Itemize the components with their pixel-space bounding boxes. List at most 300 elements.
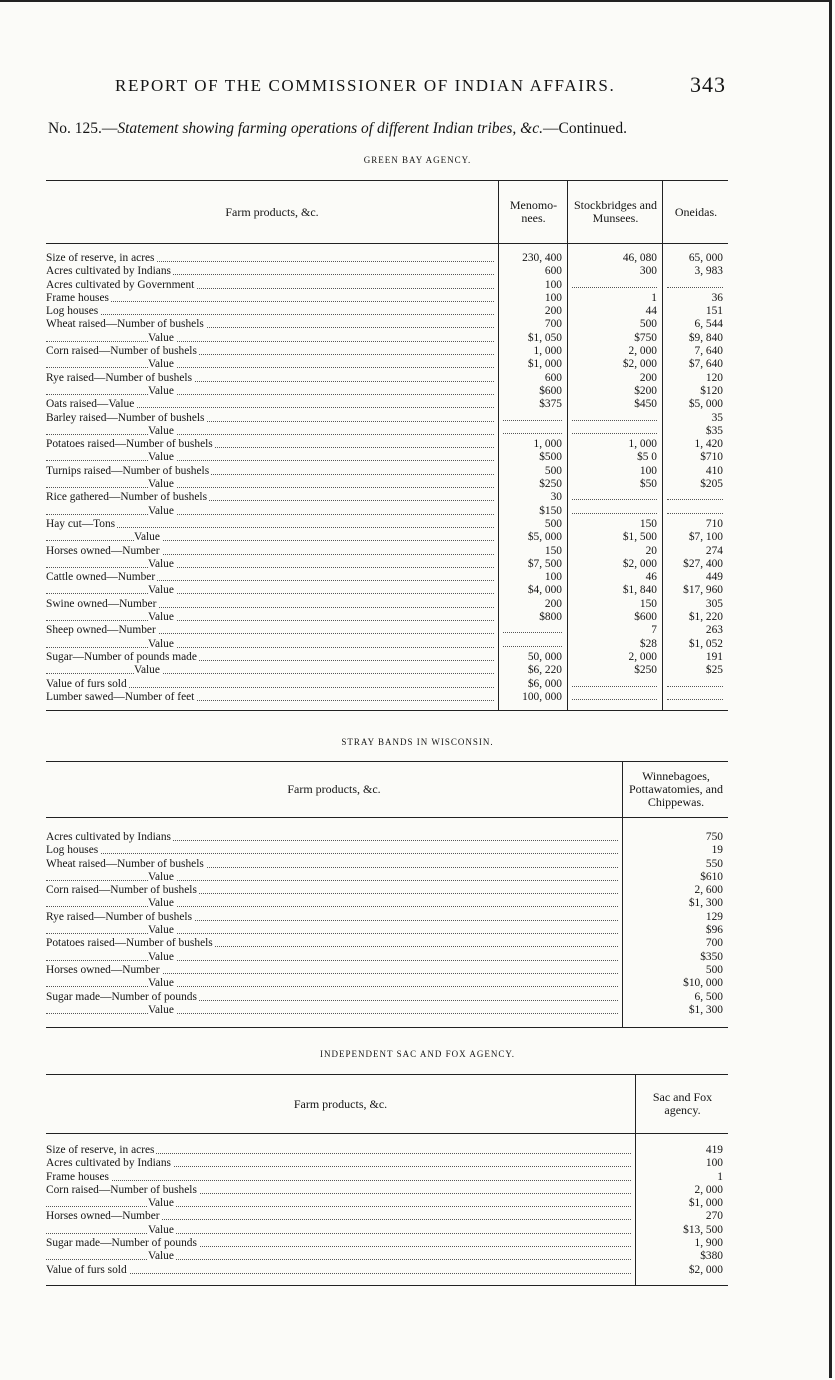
leader-dots xyxy=(46,1180,631,1181)
table-row xyxy=(46,584,728,597)
cell-value xyxy=(572,412,657,421)
row-label-text: Value xyxy=(148,424,174,437)
cell-value: $1, 300 xyxy=(688,897,723,910)
table-row xyxy=(46,265,728,278)
table-row xyxy=(46,884,728,897)
cell-value: 36 xyxy=(711,291,723,304)
cell-value: 700 xyxy=(544,318,562,331)
row-label xyxy=(46,465,494,478)
table-row xyxy=(46,664,728,677)
cell-value: 600 xyxy=(544,265,562,278)
cell-value: 150 xyxy=(544,544,562,557)
row-label-text: Horses owned—Number xyxy=(46,544,160,557)
table-body xyxy=(46,818,728,1027)
leader-dots xyxy=(46,367,494,368)
table-body xyxy=(46,244,728,710)
table-row xyxy=(46,911,728,924)
table-row xyxy=(46,545,728,558)
leader-dots xyxy=(46,314,494,315)
table-row xyxy=(46,871,728,884)
row-label xyxy=(46,871,618,884)
row-label-text: Value xyxy=(148,478,174,491)
cell-value: 230, 400 xyxy=(522,252,562,264)
row-label xyxy=(46,584,494,597)
cell-value xyxy=(572,505,657,514)
row-label-text: Rye raised—Number of bushels xyxy=(46,371,193,384)
statement-title xyxy=(48,120,748,138)
cell-value: 263 xyxy=(705,624,723,637)
row-label-text: Barley raised—Number of bushels xyxy=(46,411,205,424)
table-row xyxy=(46,412,728,425)
row-label xyxy=(46,844,618,857)
row-label xyxy=(46,1264,631,1277)
row-label-text: Log houses xyxy=(46,844,99,857)
empty-cell-dots xyxy=(667,699,723,700)
table-row xyxy=(46,1210,728,1223)
row-label-text: Size of reserve, in acres xyxy=(46,1144,155,1156)
row-label-text: Value xyxy=(148,1223,174,1236)
row-label-text: Horses owned—Number xyxy=(46,963,160,976)
row-label-text: Frame houses xyxy=(46,291,109,304)
row-label xyxy=(46,1197,631,1210)
cell-value: $1, 840 xyxy=(622,584,657,597)
table-row xyxy=(46,937,728,950)
row-label xyxy=(46,491,494,504)
table-row xyxy=(46,651,728,664)
leader-dots xyxy=(46,853,618,854)
row-label xyxy=(46,438,494,451)
table-row xyxy=(46,332,728,345)
row-label-text: Corn raised—Number of bushels xyxy=(46,345,197,358)
leader-dots xyxy=(46,1273,631,1274)
row-label-text: Log houses xyxy=(46,305,99,318)
table-row xyxy=(46,279,728,292)
cell-value xyxy=(503,425,562,434)
cell-value: $50 xyxy=(639,478,657,491)
cell-value: $96 xyxy=(705,924,723,937)
table-row xyxy=(46,831,728,844)
cell-value: $1, 000 xyxy=(688,1197,723,1210)
cell-value: 129 xyxy=(705,910,723,923)
cell-value: $380 xyxy=(700,1250,723,1263)
table-row xyxy=(46,372,728,385)
cell-value: $10, 000 xyxy=(683,977,723,990)
table-row xyxy=(46,505,728,518)
table-row xyxy=(46,345,728,358)
column-header-products: Farm products, &c. xyxy=(287,782,381,796)
table-header xyxy=(46,762,728,818)
stray-bands-title: STRAY BANDS IN WISCONSIN. xyxy=(341,737,494,747)
table-row xyxy=(46,358,728,371)
row-label-text: Oats raised—Value xyxy=(46,398,135,411)
cell-value: 1 xyxy=(717,1170,723,1183)
cell-value xyxy=(572,678,657,687)
table-header xyxy=(46,181,728,244)
row-label xyxy=(46,897,618,910)
cell-value: 19 xyxy=(711,844,723,857)
row-label xyxy=(46,858,618,871)
table-header xyxy=(46,1075,728,1134)
table-row xyxy=(46,1171,728,1184)
cell-value: $28 xyxy=(639,637,657,650)
cell-value: $13, 500 xyxy=(683,1223,723,1236)
table-row xyxy=(46,292,728,305)
leader-dots xyxy=(46,1233,631,1234)
row-label-text: Value xyxy=(134,531,160,544)
column-header-menomonees: Menomo-nees. xyxy=(498,181,568,243)
cell-value: 1, 420 xyxy=(694,438,723,451)
row-label-text: Value xyxy=(148,950,174,963)
statement-suffix: —Continued. xyxy=(542,120,627,137)
row-label-text: Rice gathered—Number of bushels xyxy=(46,491,208,504)
leader-dots xyxy=(46,960,618,961)
cell-value: $450 xyxy=(634,398,657,411)
row-label-text: Hay cut—Tons xyxy=(46,517,116,530)
leader-dots xyxy=(46,540,494,541)
cell-value: 100 xyxy=(544,278,562,291)
cell-value: $150 xyxy=(539,504,562,517)
row-label xyxy=(46,937,618,950)
empty-cell-dots xyxy=(572,513,657,514)
row-label xyxy=(46,1004,618,1017)
cell-value: 1, 000 xyxy=(533,345,562,358)
cell-value: $35 xyxy=(705,424,723,437)
column-header-stockbridges: Stockbridges and Munsees. xyxy=(567,181,663,243)
cell-value: 1, 000 xyxy=(533,438,562,451)
cell-value: $600 xyxy=(539,384,562,397)
cell-value: 700 xyxy=(705,937,723,950)
cell-value: $1, 300 xyxy=(688,1003,723,1016)
running-head: REPORT OF THE COMMISSIONER OF INDIAN AFFAIRS. xyxy=(115,76,616,95)
cell-value: $9, 840 xyxy=(688,331,723,344)
row-label-text: Value xyxy=(148,384,174,397)
cell-value: 1, 000 xyxy=(628,438,657,451)
row-label-text: Sheep owned—Number xyxy=(46,624,156,637)
cell-value: $25 xyxy=(705,664,723,677)
cell-value xyxy=(572,691,657,700)
row-label-text: Value xyxy=(148,977,174,990)
row-label-text: Frame houses xyxy=(46,1170,109,1183)
row-label-text: Value xyxy=(148,331,174,344)
cell-value: 6, 500 xyxy=(694,990,723,1003)
row-label xyxy=(46,265,494,278)
cell-value: $200 xyxy=(634,384,657,397)
cell-value: 30 xyxy=(550,491,562,504)
cell-value: 200 xyxy=(639,371,657,384)
row-label-text: Value xyxy=(148,924,174,937)
empty-cell-dots xyxy=(572,499,657,500)
cell-value: $500 xyxy=(539,451,562,464)
row-label xyxy=(46,964,618,977)
cell-value: 200 xyxy=(544,597,562,610)
table-row xyxy=(46,1197,728,1210)
table-row xyxy=(46,465,728,478)
cell-value: 191 xyxy=(705,650,723,663)
row-label-text: Value xyxy=(148,557,174,570)
green-bay-table xyxy=(46,180,728,711)
cell-value: 305 xyxy=(705,597,723,610)
leader-dots xyxy=(46,1206,631,1207)
row-label xyxy=(46,505,494,518)
cell-value: $750 xyxy=(634,331,657,344)
cell-value: 750 xyxy=(705,831,723,843)
row-label xyxy=(46,991,618,1004)
row-label xyxy=(46,1184,631,1197)
empty-cell-dots xyxy=(667,499,723,500)
leader-dots xyxy=(46,933,618,934)
row-label-text: Value xyxy=(148,637,174,650)
empty-cell-dots xyxy=(667,287,723,288)
cell-value: 100, 000 xyxy=(522,690,562,703)
cell-value: $7, 100 xyxy=(688,531,723,544)
green-bay-title: GREEN BAY AGENCY. xyxy=(363,155,472,165)
cell-value: 2, 600 xyxy=(694,884,723,897)
cell-value: 20 xyxy=(645,544,657,557)
table-row xyxy=(46,478,728,491)
cell-value: $1, 500 xyxy=(622,531,657,544)
cell-value: 600 xyxy=(544,371,562,384)
empty-cell-dots xyxy=(503,433,562,434)
cell-value: 270 xyxy=(705,1210,723,1223)
cell-value: 300 xyxy=(639,265,657,278)
table-row xyxy=(46,678,728,691)
row-label-text: Wheat raised—Number of bushels xyxy=(46,318,204,331)
row-label xyxy=(46,611,494,624)
sac-fox-table xyxy=(46,1074,728,1286)
cell-value: 2, 000 xyxy=(628,650,657,663)
cell-value: 550 xyxy=(705,857,723,870)
table-row xyxy=(46,451,728,464)
row-label-text: Sugar—Number of pounds made xyxy=(46,650,197,663)
cell-value xyxy=(667,491,723,500)
row-label xyxy=(46,1224,631,1237)
cell-value: $2, 000 xyxy=(622,358,657,371)
row-label-text: Swine owned—Number xyxy=(46,597,157,610)
cell-value: 449 xyxy=(705,571,723,584)
cell-value: $800 xyxy=(539,611,562,624)
leader-dots xyxy=(46,434,494,435)
cell-value: 500 xyxy=(639,318,657,331)
row-label xyxy=(46,385,494,398)
table-row xyxy=(46,318,728,331)
leader-dots xyxy=(46,394,494,395)
empty-cell-dots xyxy=(572,420,657,421)
empty-cell-dots xyxy=(572,686,657,687)
cell-value: $250 xyxy=(634,664,657,677)
leader-dots xyxy=(46,593,494,594)
cell-value: $5, 000 xyxy=(527,531,562,544)
cell-value: 150 xyxy=(639,597,657,610)
leader-dots xyxy=(46,514,494,515)
leader-dots xyxy=(46,1013,618,1014)
cell-value xyxy=(667,691,723,700)
table-row xyxy=(46,924,728,937)
column-header-products: Farm products, &c. xyxy=(293,1096,388,1111)
empty-cell-dots xyxy=(503,420,562,421)
row-label xyxy=(46,279,494,292)
row-label xyxy=(46,977,618,990)
cell-value: 35 xyxy=(711,411,723,424)
row-label xyxy=(46,1237,631,1250)
row-label xyxy=(46,545,494,558)
row-label xyxy=(46,571,494,584)
row-label-text: Value xyxy=(134,664,160,677)
column-header-sac-fox: Sac and Fox agency. xyxy=(635,1075,729,1133)
row-label-text: Acres cultivated by Indians xyxy=(46,831,171,843)
row-label-text: Sugar made—Number of pounds xyxy=(46,990,197,1003)
table-row xyxy=(46,425,728,438)
row-label-text: Size of reserve, in acres xyxy=(46,252,155,264)
cell-value: $1, 052 xyxy=(688,637,723,650)
table-row xyxy=(46,977,728,990)
cell-value: $27, 400 xyxy=(683,557,723,570)
cell-value: $1, 220 xyxy=(688,611,723,624)
table-row xyxy=(46,305,728,318)
table-row xyxy=(46,1224,728,1237)
row-label xyxy=(46,252,494,265)
stray-bands-table xyxy=(46,761,728,1028)
leader-dots xyxy=(46,460,494,461)
cell-value: 419 xyxy=(705,1144,723,1156)
table-row xyxy=(46,571,728,584)
table-body xyxy=(46,1134,728,1285)
cell-value: 46, 080 xyxy=(622,252,657,264)
cell-value: $5 0 xyxy=(637,451,657,464)
cell-value: 274 xyxy=(705,544,723,557)
row-label-text: Corn raised—Number of bushels xyxy=(46,884,197,897)
empty-cell-dots xyxy=(572,433,657,434)
cell-value: 500 xyxy=(544,517,562,530)
leader-dots xyxy=(46,986,618,987)
row-label-text: Value xyxy=(148,1250,174,1263)
cell-value: $5, 000 xyxy=(688,398,723,411)
cell-value xyxy=(667,279,723,288)
row-label-text: Value xyxy=(148,584,174,597)
cell-value: $1, 050 xyxy=(527,331,562,344)
table-row xyxy=(46,1184,728,1197)
table-row xyxy=(46,1004,728,1017)
row-label-text: Turnips raised—Number of bushels xyxy=(46,464,210,477)
leader-dots xyxy=(46,301,494,302)
row-label xyxy=(46,358,494,371)
row-label xyxy=(46,598,494,611)
cell-value: 7, 640 xyxy=(694,345,723,358)
row-label-text: Acres cultivated by Government xyxy=(46,278,195,291)
row-label-text: Value of furs sold xyxy=(46,1263,127,1276)
cell-value: $6, 220 xyxy=(527,664,562,677)
table-row xyxy=(46,844,728,857)
table-row xyxy=(46,252,728,265)
row-label xyxy=(46,1210,631,1223)
statement-number: No. 125.— xyxy=(48,120,118,137)
cell-value: $710 xyxy=(700,451,723,464)
table-row xyxy=(46,1144,728,1157)
table-row xyxy=(46,964,728,977)
cell-value: 151 xyxy=(705,305,723,318)
cell-value: $1, 000 xyxy=(527,358,562,371)
row-label-text: Rye raised—Number of bushels xyxy=(46,910,193,923)
cell-value: $610 xyxy=(700,870,723,883)
cell-value: 1 xyxy=(651,291,657,304)
cell-value: 6, 544 xyxy=(694,318,723,331)
empty-cell-dots xyxy=(572,287,657,288)
cell-value: 200 xyxy=(544,305,562,318)
row-label-text: Sugar made—Number of pounds xyxy=(46,1237,197,1250)
empty-cell-dots xyxy=(667,513,723,514)
cell-value xyxy=(503,624,562,633)
leader-dots xyxy=(46,673,494,674)
cell-value: 7 xyxy=(651,624,657,637)
table-row xyxy=(46,491,728,504)
empty-cell-dots xyxy=(503,646,562,647)
cell-value: 44 xyxy=(645,305,657,318)
table-row xyxy=(46,1264,728,1277)
row-label-text: Value xyxy=(148,897,174,910)
table-row xyxy=(46,558,728,571)
cell-value: 500 xyxy=(544,464,562,477)
cell-value xyxy=(572,279,657,288)
row-label-text: Lumber sawed—Number of feet xyxy=(46,690,195,703)
row-label-text: Value xyxy=(148,870,174,883)
row-label xyxy=(46,425,494,438)
cell-value: $375 xyxy=(539,398,562,411)
table-row xyxy=(46,598,728,611)
cell-value: $7, 500 xyxy=(527,557,562,570)
row-label xyxy=(46,478,494,491)
row-label xyxy=(46,664,494,677)
cell-value: $600 xyxy=(634,611,657,624)
row-label xyxy=(46,558,494,571)
row-label xyxy=(46,638,494,651)
row-label xyxy=(46,531,494,544)
cell-value: 410 xyxy=(705,464,723,477)
row-label xyxy=(46,678,494,691)
table-row xyxy=(46,638,728,651)
table-row xyxy=(46,691,728,704)
row-label xyxy=(46,332,494,345)
table-row xyxy=(46,1157,728,1170)
leader-dots xyxy=(46,647,494,648)
row-label-text: Potatoes raised—Number of bushels xyxy=(46,937,213,950)
row-label xyxy=(46,372,494,385)
cell-value: 100 xyxy=(544,571,562,584)
cell-value: 120 xyxy=(705,371,723,384)
table-row xyxy=(46,897,728,910)
row-label xyxy=(46,292,494,305)
row-label-text: Value xyxy=(148,358,174,371)
cell-value: 100 xyxy=(639,464,657,477)
row-label xyxy=(46,412,494,425)
page-number: 343 xyxy=(690,72,726,97)
cell-value: 1, 900 xyxy=(694,1237,723,1250)
cell-value: $17, 960 xyxy=(683,584,723,597)
table-row xyxy=(46,611,728,624)
cell-value xyxy=(667,678,723,687)
cell-value xyxy=(572,425,657,434)
cell-value: 50, 000 xyxy=(527,650,562,663)
row-label xyxy=(46,624,494,637)
row-label-text: Value xyxy=(148,1197,174,1210)
leader-dots xyxy=(46,906,618,907)
row-label-text: Value xyxy=(148,611,174,624)
row-label-text: Cattle owned—Number xyxy=(46,571,156,584)
row-label-text: Value xyxy=(148,1003,174,1016)
leader-dots xyxy=(46,880,618,881)
cell-value: 2, 000 xyxy=(628,345,657,358)
cell-value: $2, 000 xyxy=(688,1263,723,1276)
table-row xyxy=(46,398,728,411)
cell-value xyxy=(572,491,657,500)
